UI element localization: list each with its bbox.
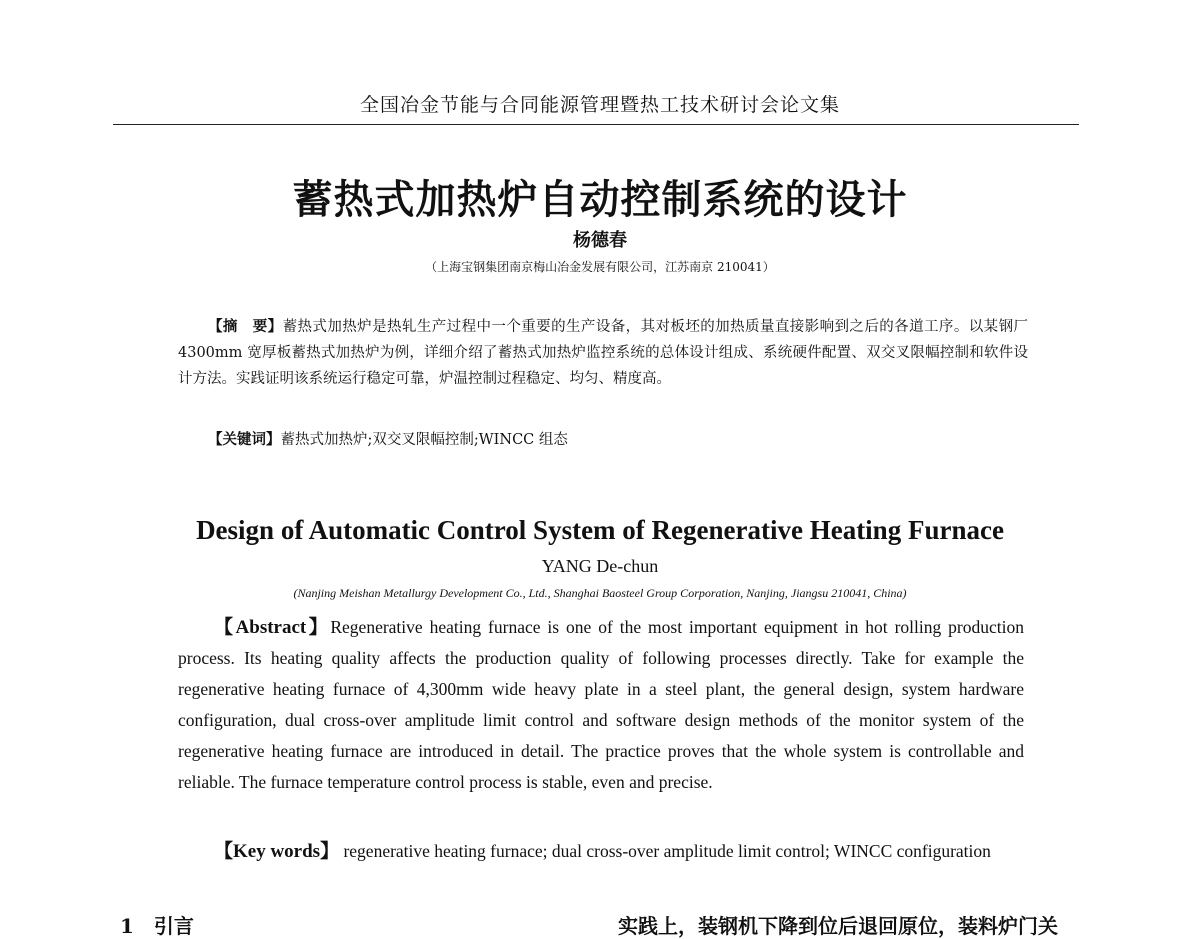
footer-section-heading: 1 引言	[120, 914, 194, 938]
running-head: 全国冶金节能与合同能源管理暨热工技术研讨会论文集	[359, 94, 840, 116]
chinese-affiliation: （上海宝钢集团南京梅山冶金发展有限公司，江苏南京 210041）	[425, 260, 775, 274]
chinese-abstract	[178, 314, 1028, 392]
chinese-keywords-text: 蓄热式加热炉;双交叉限幅控制;WINCC 组态	[280, 432, 568, 448]
english-abstract	[178, 612, 1024, 798]
english-keywords	[178, 836, 1024, 867]
footer-body-text: 实践上，装钢机下降到位后退回原位，装料炉门关	[618, 914, 1058, 938]
chinese-keywords	[208, 428, 568, 449]
chinese-author: 杨德春	[573, 230, 627, 251]
english-author: YANG De-chun	[541, 556, 659, 576]
english-keywords-text: regenerative heating furnace; dual cross-over amplitude limit control; WINCC configuration	[339, 841, 991, 861]
english-affiliation: (Nanjing Meishan Metallurgy Development Co., Ltd., Shanghai Baosteel Group Corporation, Nanjing, Jiangsu 210041, China)	[293, 586, 907, 600]
chinese-keywords-tag: 【关键词】	[208, 431, 281, 448]
english-abstract-tag: 【Abstract】	[214, 617, 331, 638]
chinese-abstract-text: 蓄热式加热炉是热轧生产过程中一个重要的生产设备，其对板坯的加热质量直接影响到之后的各道工序。以某钢厂 4300mm 宽厚板蓄热式加热炉为例，详细介绍了蓄热式加热炉监控系统的总体设计组成、系统硬件配置、双交叉限幅控制和软件设计方法。实践证明该系统运行稳定可靠，炉温控制过程稳定、均匀、精度高。	[178, 319, 1029, 387]
english-keywords-tag: 【Key words】	[214, 841, 340, 862]
chinese-title: 蓄热式加热炉自动控制系统的设计	[292, 176, 908, 223]
chinese-abstract-tag: 【摘 要】	[208, 318, 283, 335]
english-abstract-text: Regenerative heating furnace is one of the most important equipment in hot rolling production process. Its heating quality affects the production quality of following processes directly. Take for example the regenerative heating furnace of 4,300mm wide heavy plate in a steel plant, the general design, system hardware configuration, dual cross-over amplitude limit control and software design methods of the monitor system of the regenerative heating furnace are introduced in detail. The practice proves that the whole system is controllable and reliable. The furnace temperature control process is stable, even and precise.	[178, 617, 1024, 792]
header-rule	[113, 124, 1079, 125]
english-title: Design of Automatic Control System of Regenerative Heating Furnace	[196, 515, 1004, 545]
